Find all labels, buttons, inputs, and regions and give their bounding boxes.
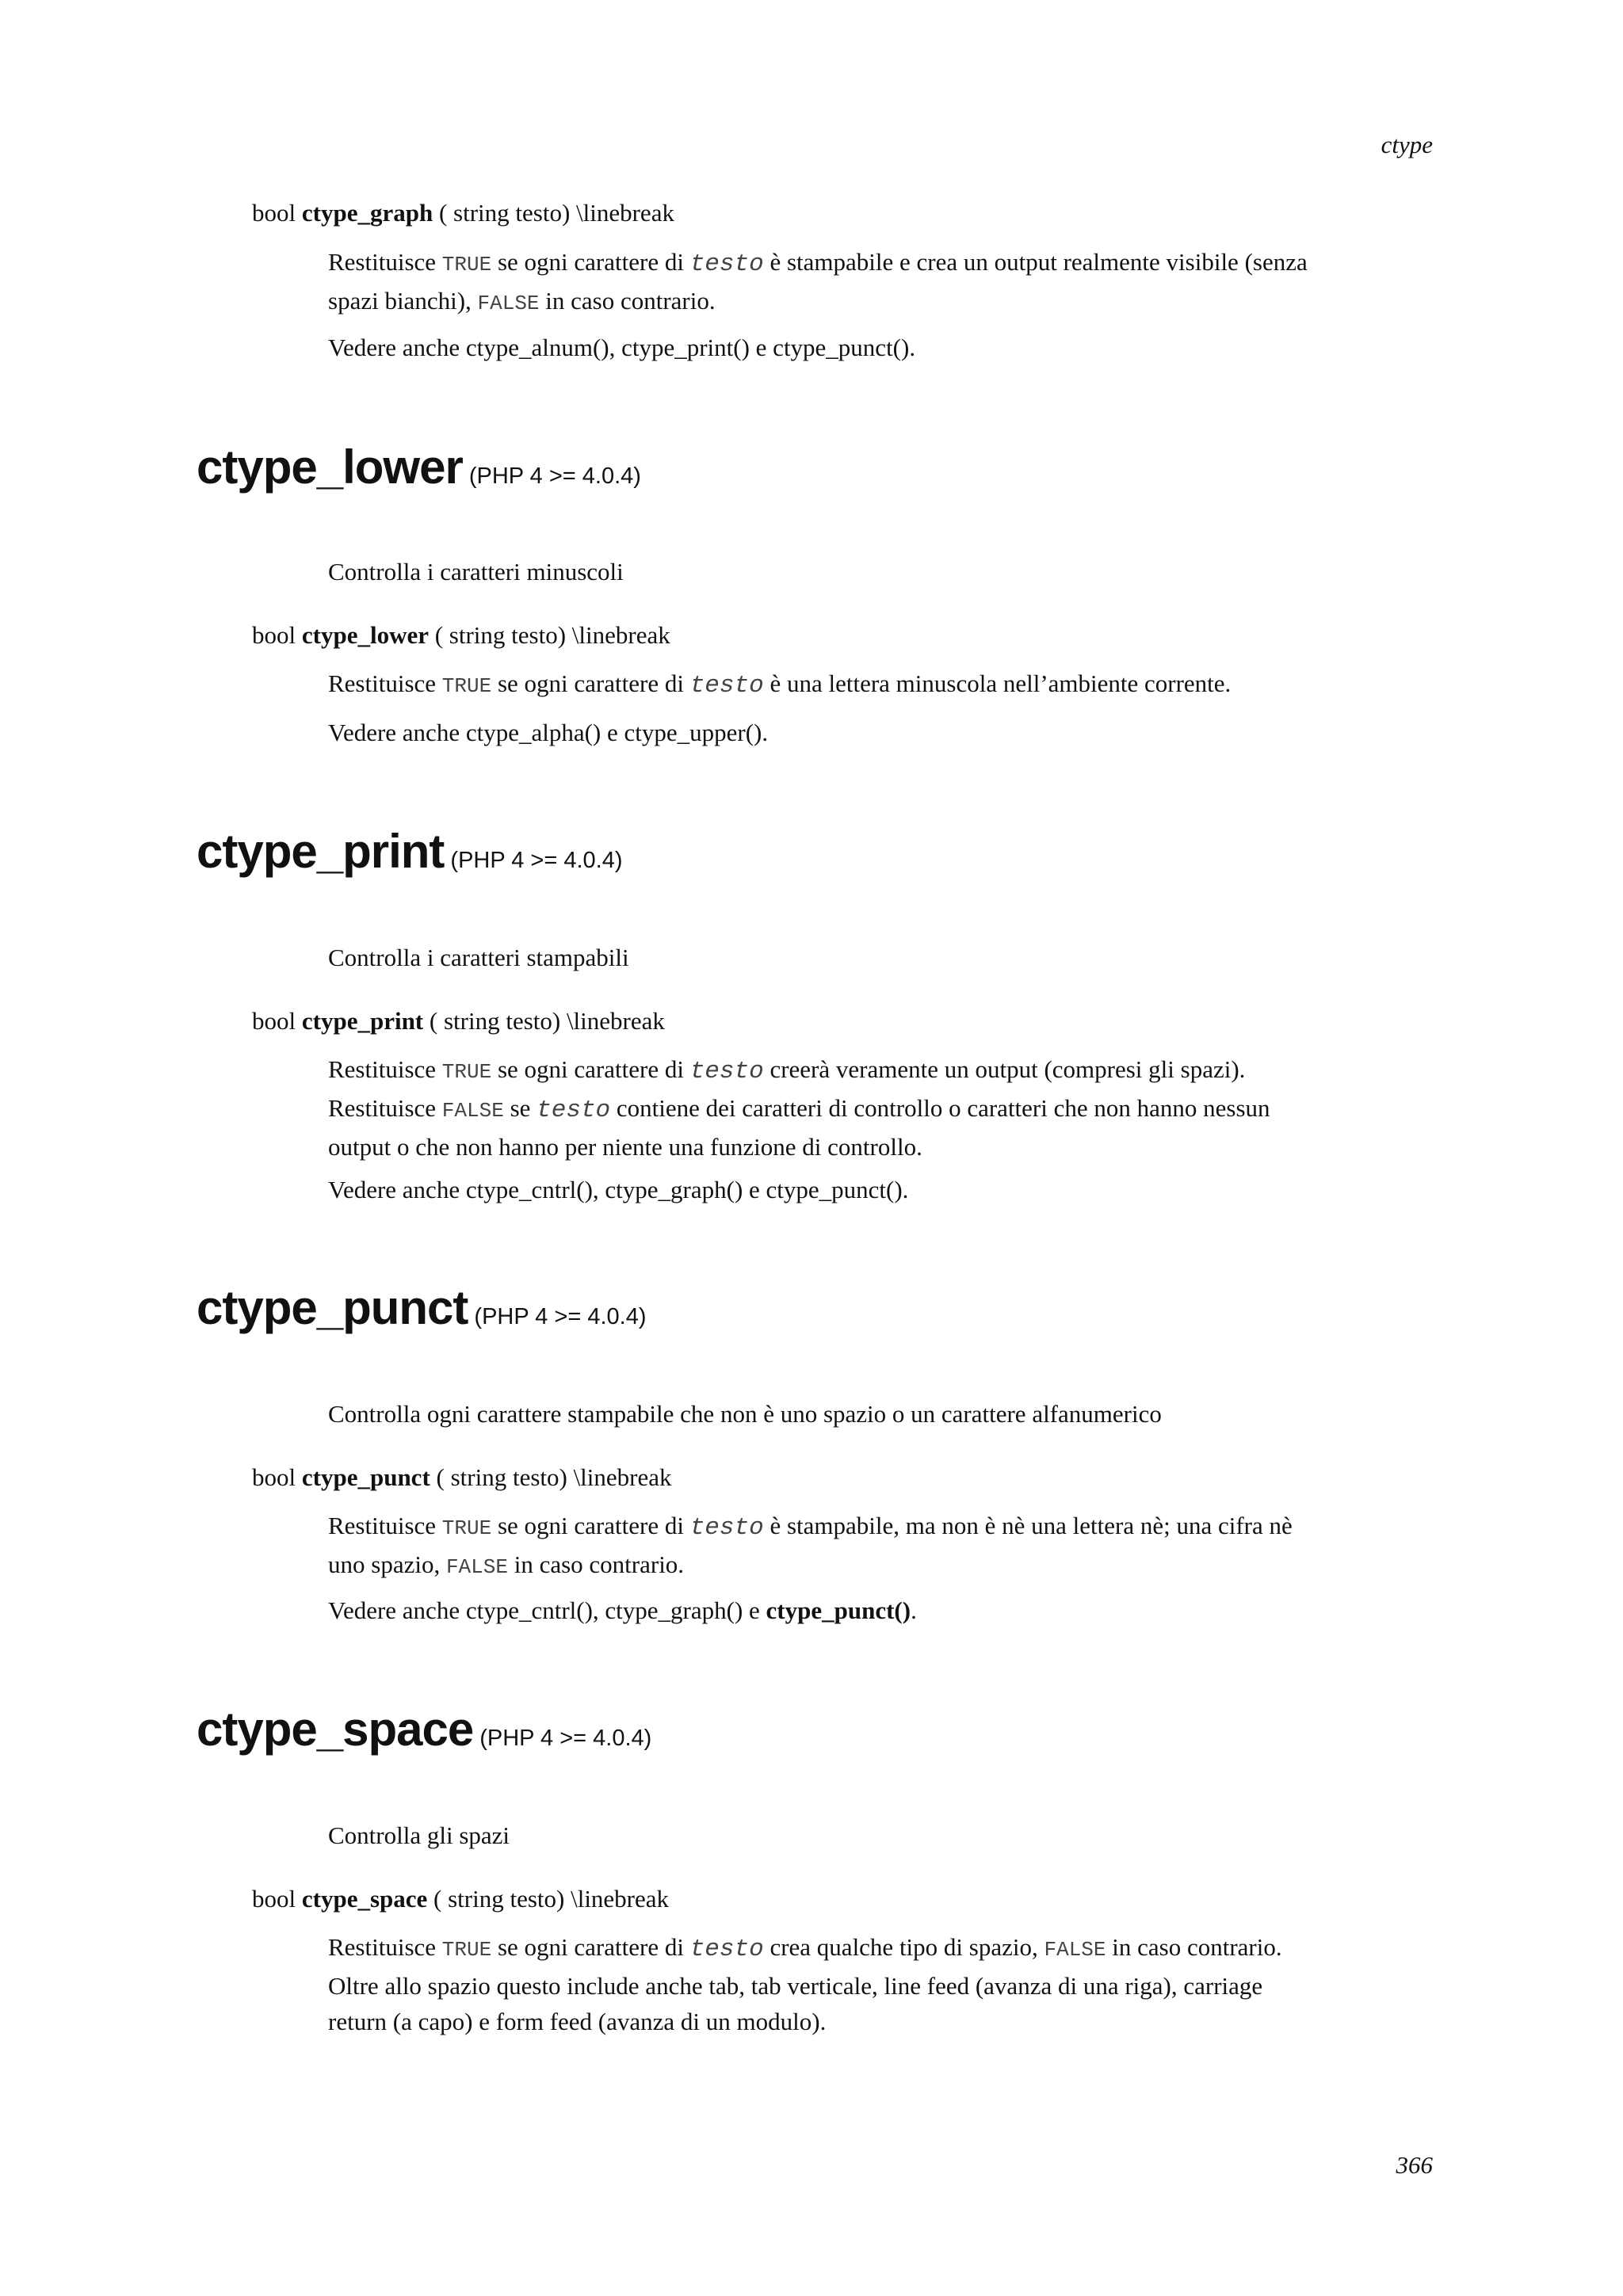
constant-true: TRUE bbox=[441, 253, 492, 277]
constant-false: FALSE bbox=[441, 1099, 504, 1123]
return-type: bool bbox=[252, 1007, 296, 1035]
text: se ogni carattere di bbox=[497, 669, 684, 697]
parameter-testo: testo bbox=[537, 1097, 611, 1124]
ctype-space-description bbox=[328, 1929, 1453, 2039]
ctype-punct-synopsis bbox=[252, 1459, 672, 1495]
return-type: bool bbox=[252, 1463, 296, 1491]
constant-true: TRUE bbox=[441, 674, 492, 698]
parameters: ( string testo) \linebreak bbox=[429, 1007, 665, 1035]
ctype-print-purpose: Controlla i caratteri stampabili bbox=[328, 944, 629, 971]
text: se bbox=[510, 1094, 531, 1122]
ctype-lower-purpose: Controlla i caratteri minuscoli bbox=[328, 558, 624, 585]
text: è una lettera minuscola nell’ambiente corrente. bbox=[769, 669, 1232, 697]
constant-true: TRUE bbox=[441, 1938, 492, 1962]
return-type: bool bbox=[252, 621, 296, 649]
function-name: ctype_graph bbox=[301, 199, 433, 227]
ctype-space-purpose: Controlla gli spazi bbox=[328, 1821, 510, 1849]
parameters: ( string testo) \linebreak bbox=[434, 621, 670, 649]
ctype-space-heading bbox=[197, 1703, 652, 1756]
function-name: ctype_print bbox=[301, 1007, 424, 1035]
constant-false: FALSE bbox=[477, 292, 540, 315]
ctype-graph-see-also: Vedere anche ctype_alnum(), ctype_print() e ctype_punct(). bbox=[328, 334, 916, 361]
text: se ogni carattere di bbox=[497, 1512, 684, 1539]
version-note: (PHP 4 >= 4.0.4) bbox=[474, 1304, 647, 1329]
function-title: ctype_punct bbox=[197, 1281, 468, 1334]
function-title: ctype_print bbox=[197, 825, 445, 878]
text: Restituisce bbox=[328, 1933, 437, 1961]
text: Restituisce bbox=[328, 248, 437, 276]
ctype-graph-description bbox=[328, 244, 1453, 322]
text: se ogni carattere di bbox=[497, 1933, 684, 1961]
parameters: ( string testo) \linebreak bbox=[438, 199, 674, 227]
return-type: bool bbox=[252, 1885, 296, 1913]
version-note: (PHP 4 >= 4.0.4) bbox=[479, 1726, 652, 1751]
return-type: bool bbox=[252, 199, 296, 227]
constant-false: FALSE bbox=[445, 1555, 508, 1579]
text: è stampabile e crea un output realmente visibile (senza bbox=[769, 248, 1308, 276]
text: spazi bianchi), bbox=[328, 287, 472, 315]
ctype-lower-description bbox=[328, 666, 1453, 704]
text: Vedere anche ctype_cntrl(), ctype_graph() e bbox=[328, 1596, 760, 1624]
ctype-print-description bbox=[328, 1051, 1453, 1165]
ctype-print-synopsis bbox=[252, 1003, 665, 1039]
version-note: (PHP 4 >= 4.0.4) bbox=[450, 848, 623, 873]
ctype-print-heading bbox=[197, 825, 623, 879]
text: Restituisce bbox=[328, 1512, 437, 1539]
text: uno spazio, bbox=[328, 1550, 441, 1578]
text: return (a capo) e form feed (avanza di un modulo). bbox=[328, 2008, 827, 2035]
function-name: ctype_lower bbox=[301, 621, 429, 649]
constant-true: TRUE bbox=[441, 1060, 492, 1084]
text: in caso contrario. bbox=[1112, 1933, 1282, 1961]
parameters: ( string testo) \linebreak bbox=[433, 1885, 670, 1913]
text: è stampabile, ma non è nè una lettera nè; una cifra nè bbox=[769, 1512, 1293, 1539]
text: in caso contrario. bbox=[545, 287, 716, 315]
text: contiene dei caratteri di controllo o caratteri che non hanno nessun bbox=[616, 1094, 1270, 1122]
parameters: ( string testo) \linebreak bbox=[436, 1463, 672, 1491]
ctype-punct-description bbox=[328, 1508, 1453, 1585]
text: se ogni carattere di bbox=[497, 1055, 684, 1083]
function-title: ctype_lower bbox=[197, 441, 463, 494]
parameter-testo: testo bbox=[689, 1514, 764, 1542]
text: Restituisce bbox=[328, 669, 437, 697]
ctype-punct-see-also bbox=[328, 1592, 1453, 1628]
text: in caso contrario. bbox=[514, 1550, 685, 1578]
ctype-punct-heading bbox=[197, 1281, 647, 1335]
version-note: (PHP 4 >= 4.0.4) bbox=[468, 463, 641, 489]
text: Oltre allo spazio questo include anche tab, tab verticale, line feed (avanza di una riga), carriage bbox=[328, 1972, 1263, 2000]
running-header: ctype bbox=[1381, 131, 1433, 158]
function-name: ctype_punct bbox=[301, 1463, 430, 1491]
ctype-punct-purpose: Controlla ogni carattere stampabile che non è uno spazio o un carattere alfanumerico bbox=[328, 1400, 1162, 1428]
constant-true: TRUE bbox=[441, 1516, 492, 1540]
ctype-print-see-also: Vedere anche ctype_cntrl(), ctype_graph() e ctype_punct(). bbox=[328, 1176, 909, 1203]
text: se ogni carattere di bbox=[497, 248, 684, 276]
text: Restituisce bbox=[328, 1094, 437, 1122]
ctype-space-synopsis bbox=[252, 1881, 669, 1917]
function-reference: ctype_punct() bbox=[766, 1596, 911, 1624]
parameter-testo: testo bbox=[689, 1936, 764, 1963]
parameter-testo: testo bbox=[689, 1058, 764, 1085]
parameter-testo: testo bbox=[689, 672, 764, 700]
constant-false: FALSE bbox=[1044, 1938, 1106, 1962]
function-name: ctype_space bbox=[301, 1885, 428, 1913]
function-title: ctype_space bbox=[197, 1703, 474, 1756]
ctype-graph-synopsis bbox=[252, 195, 674, 231]
text: creerà veramente un output (compresi gli spazi). bbox=[769, 1055, 1246, 1083]
text: Restituisce bbox=[328, 1055, 437, 1083]
ctype-lower-heading bbox=[197, 441, 641, 494]
text: . bbox=[911, 1596, 917, 1624]
text: output o che non hanno per niente una funzione di controllo. bbox=[328, 1133, 922, 1161]
parameter-testo: testo bbox=[689, 250, 764, 278]
ctype-lower-see-also: Vedere anche ctype_alpha() e ctype_upper(). bbox=[328, 719, 769, 746]
page-number: 366 bbox=[1396, 2151, 1433, 2179]
text: crea qualche tipo di spazio, bbox=[769, 1933, 1038, 1961]
ctype-lower-synopsis bbox=[252, 617, 670, 653]
